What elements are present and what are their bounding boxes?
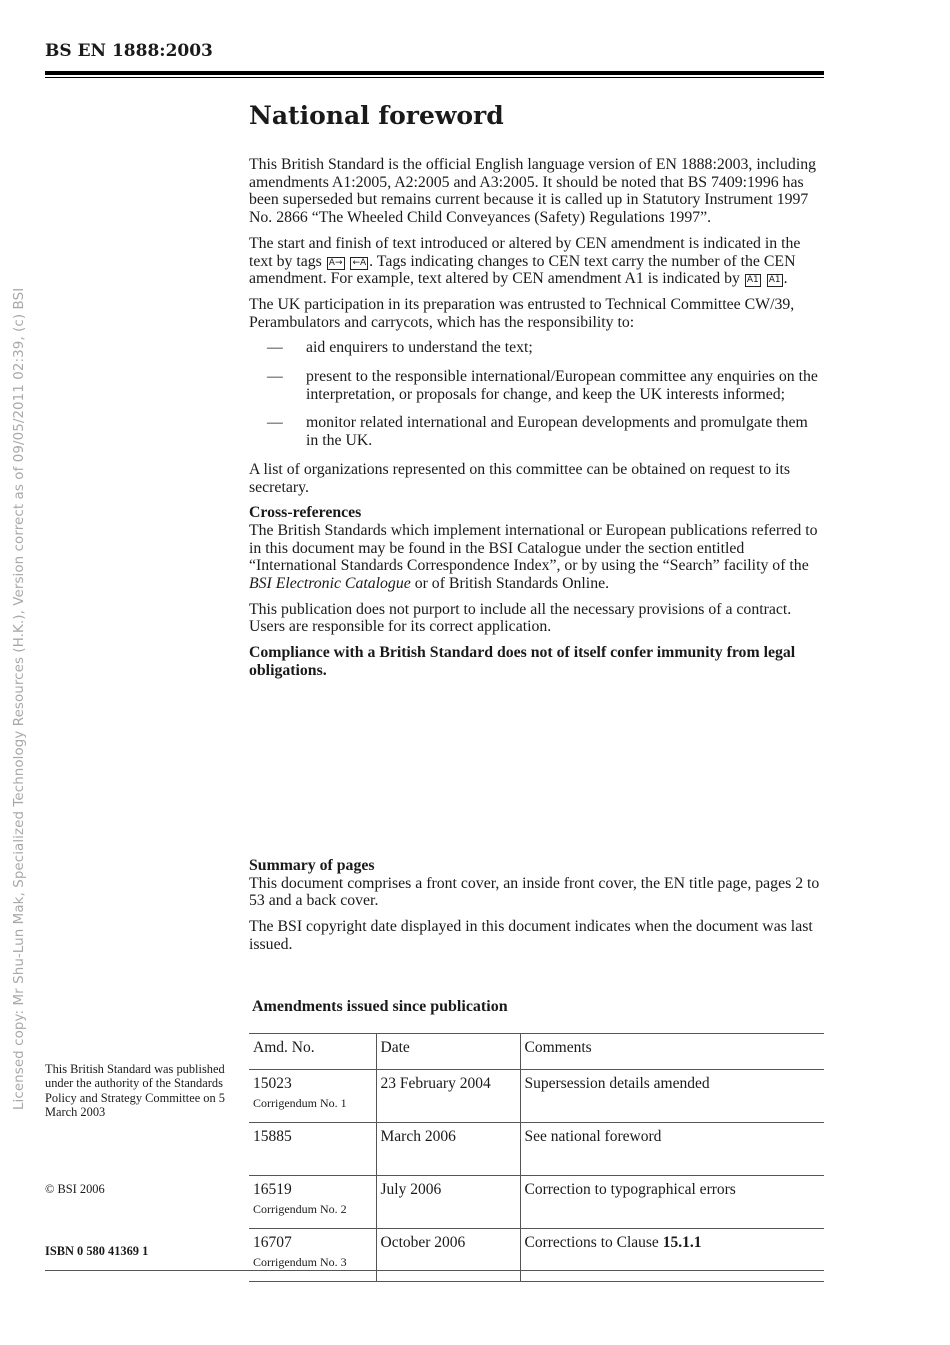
crossref-text-a: The British Standards which implement international or European publications referred to in this document may be found in the BSI Catalogue under the section entitled “International Standards Correspondence Index”, or by using the “Search” facility of the bbox=[249, 521, 818, 575]
dash-bullet: — bbox=[267, 368, 283, 386]
cross-references-heading: Cross-references bbox=[249, 504, 362, 522]
header-rule-thin bbox=[45, 77, 824, 78]
compliance-statement: Compliance with a British Standard does not of itself confer immunity from legal obligations. bbox=[249, 644, 796, 679]
amd-no-cell bbox=[249, 1123, 376, 1176]
amd-no-cell bbox=[249, 1070, 376, 1123]
table-row bbox=[249, 1123, 824, 1176]
table-row bbox=[249, 1229, 824, 1282]
table-header-row bbox=[249, 1034, 824, 1070]
list-item bbox=[249, 368, 824, 403]
corrigendum-label: Corrigendum No. 2 bbox=[253, 1202, 347, 1216]
header-rule-thick bbox=[45, 71, 824, 75]
summary-heading: Summary of pages bbox=[249, 857, 375, 874]
date-cell: March 2006 bbox=[376, 1123, 520, 1176]
cross-references-paragraph bbox=[249, 522, 824, 593]
tags-text-c: . bbox=[783, 270, 788, 288]
comment-cell bbox=[520, 1229, 824, 1282]
column-header: Amd. No. bbox=[249, 1034, 376, 1070]
amendments-heading: Amendments issued since publication bbox=[252, 998, 508, 1015]
list-item-text: present to the responsible international/European committee any enquiries on the interpretation, or proposals for change, and keep the UK interests informed; bbox=[306, 368, 818, 403]
responsibility-list bbox=[249, 339, 824, 450]
tags-text-a: The start and finish of text introduced or altered by CEN amendment is indicated in the text by tags bbox=[249, 234, 801, 270]
comment-text: See national foreword bbox=[524, 1128, 662, 1145]
tags-text-b: . Tags indicating changes to CEN text carry the number of the CEN amendment. For example, text altered by CEN amendment A1 is indicated by bbox=[249, 252, 796, 288]
publication-authority: This British Standard was published under the authority of the Standards Policy and Strategy Committee on 5 March 2003 bbox=[45, 1062, 225, 1120]
amd-no-cell bbox=[249, 1176, 376, 1229]
comment-cell bbox=[520, 1070, 824, 1123]
date-cell: October 2006 bbox=[376, 1229, 520, 1282]
intro-paragraph: This British Standard is the official English language version of EN 1888:2003, including amendments A1:2005, A2:2005 and A3:2005. It should be noted that BS 7409:1996 has been superseded but remains current because it is called up in Statutory Instrument 1997 No. 2866 “The Wheeled Child Conveyances (Safety) Regulations 1997”. bbox=[249, 156, 816, 227]
table-row bbox=[249, 1070, 824, 1123]
dash-bullet: — bbox=[267, 414, 283, 432]
amendment-open-tag-icon: A→ bbox=[328, 257, 343, 268]
foreword-body bbox=[249, 156, 824, 688]
amendment-tags-paragraph bbox=[249, 235, 824, 288]
amendment-close-tag-icon: ←A bbox=[352, 257, 367, 268]
isbn: ISBN 0 580 41369 1 bbox=[45, 1244, 149, 1258]
a1-open-tag-icon: A1 bbox=[746, 275, 759, 286]
copyright-notice: © BSI 2006 bbox=[45, 1182, 105, 1196]
amendments-table bbox=[249, 1033, 824, 1282]
column-header: Date bbox=[376, 1034, 520, 1070]
summary-of-pages bbox=[249, 857, 824, 962]
date-cell: July 2006 bbox=[376, 1176, 520, 1229]
comment-text: Corrections to Clause bbox=[524, 1234, 663, 1251]
corrigendum-label: Corrigendum No. 1 bbox=[253, 1096, 347, 1110]
standard-id: BS EN 1888:2003 bbox=[45, 41, 213, 61]
comment-bold: 15.1.1 bbox=[662, 1234, 702, 1251]
comment-text: Correction to typographical errors bbox=[524, 1181, 736, 1198]
amd-no: 16707 bbox=[253, 1234, 292, 1251]
crossref-text-b: or of British Standards Online. bbox=[414, 575, 610, 593]
amd-no: 16519 bbox=[253, 1181, 292, 1198]
list-item-text: monitor related international and European developments and promulgate them in the UK. bbox=[306, 414, 808, 450]
table-row bbox=[249, 1176, 824, 1229]
a1-close-tag-icon: A1 bbox=[768, 275, 781, 286]
list-item bbox=[249, 339, 824, 357]
license-watermark: Licensed copy: Mr Shu-Lun Mak, Specialized Technology Resources (H.K.), Version correct as of 09/05/2011 02:39, (c) BSI bbox=[12, 287, 27, 1110]
catalogue-name: BSI Electronic Catalogue bbox=[249, 575, 411, 593]
copyright-date-text: The BSI copyright date displayed in this document indicates when the document was last issued. bbox=[249, 918, 813, 953]
organizations-paragraph: A list of organizations represented on this committee can be obtained on request to its secretary. bbox=[249, 460, 791, 496]
provisions-paragraph: This publication does not purport to include all the necessary provisions of a contract. Users are responsible for its correct application. bbox=[249, 600, 792, 636]
list-item-text: aid enquirers to understand the text; bbox=[306, 339, 533, 357]
corrigendum-label: Corrigendum No. 3 bbox=[253, 1255, 347, 1269]
column-header: Comments bbox=[520, 1034, 824, 1070]
list-item bbox=[249, 414, 824, 449]
committee-paragraph: The UK participation in its preparation was entrusted to Technical Committee CW/39, Perambulators and carrycots, which has the responsibility to: bbox=[249, 295, 795, 331]
amd-no: 15885 bbox=[253, 1128, 292, 1145]
summary-text: This document comprises a front cover, an inside front cover, the EN title page, pages 2 to 53 and a back cover. bbox=[249, 874, 820, 910]
comment-cell bbox=[520, 1176, 824, 1229]
amd-no: 15023 bbox=[253, 1075, 292, 1092]
dash-bullet: — bbox=[267, 339, 283, 357]
page-title: National foreword bbox=[249, 101, 504, 130]
amd-no-cell bbox=[249, 1229, 376, 1282]
date-cell: 23 February 2004 bbox=[376, 1070, 520, 1123]
comment-text: Supersession details amended bbox=[524, 1075, 710, 1092]
comment-cell bbox=[520, 1123, 824, 1176]
footer-rule bbox=[45, 1270, 824, 1271]
